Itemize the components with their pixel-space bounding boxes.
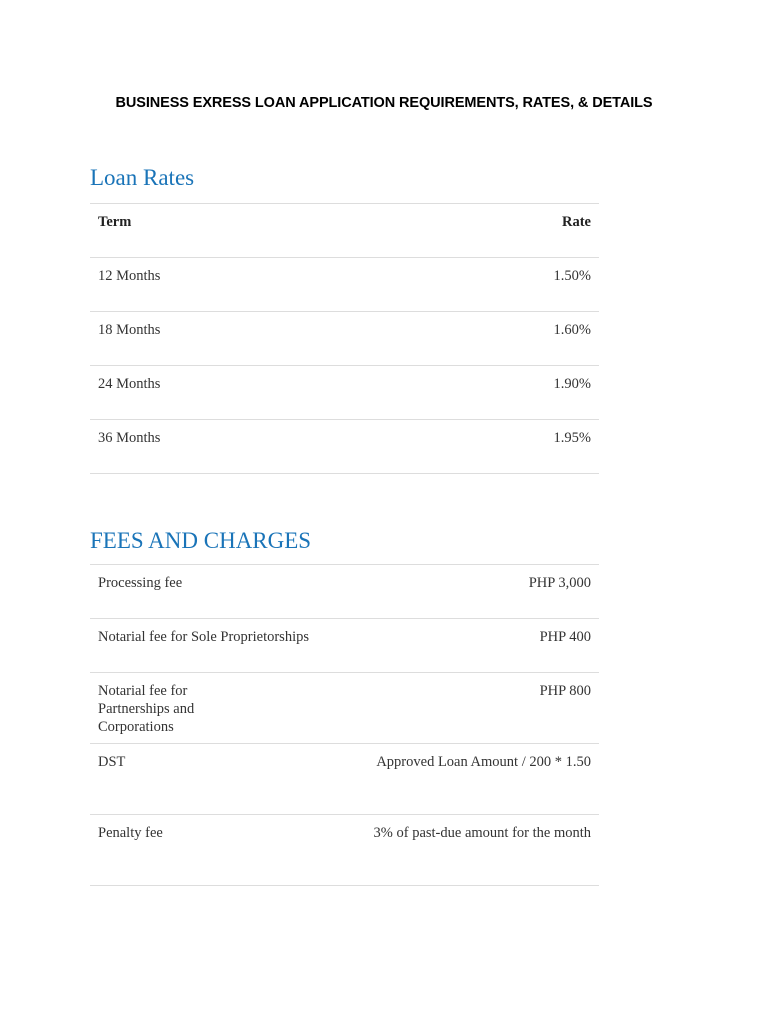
table-row <box>90 619 599 673</box>
term-cell: 18 Months <box>90 312 393 366</box>
term-cell: 24 Months <box>90 366 393 420</box>
table-row <box>90 673 599 744</box>
rate-cell: 1.50% <box>393 258 599 312</box>
table-header-row <box>90 204 599 258</box>
fee-value-cell: PHP 3,000 <box>321 565 599 619</box>
fee-label-cell: DST <box>90 744 321 815</box>
table-row <box>90 420 599 474</box>
table-row <box>90 312 599 366</box>
fees-and-charges-heading: FEES AND CHARGES <box>90 528 312 553</box>
fee-value-cell: PHP 800 <box>321 673 599 744</box>
fee-label-cell: Processing fee <box>90 565 321 619</box>
rate-column-header: Rate <box>393 204 599 258</box>
fee-label-cell: Notarial fee for Sole Proprietorships <box>90 619 321 673</box>
loan-rates-table <box>90 203 599 474</box>
table-row <box>90 565 599 619</box>
term-column-header: Term <box>90 204 393 258</box>
fee-label-cell: Notarial fee for Partnerships and Corporations <box>90 673 321 744</box>
table-row <box>90 366 599 420</box>
table-row <box>90 744 599 815</box>
table-row <box>90 258 599 312</box>
loan-rates-heading: Loan Rates <box>90 165 195 190</box>
term-cell: 36 Months <box>90 420 393 474</box>
document-title: BUSINESS EXRESS LOAN APPLICATION REQUIREMENTS, RATES, & DETAILS <box>115 95 653 111</box>
rate-cell: 1.60% <box>393 312 599 366</box>
table-row <box>90 815 599 886</box>
fee-value-cell: PHP 400 <box>321 619 599 673</box>
rate-cell: 1.95% <box>393 420 599 474</box>
fee-label-cell: Penalty fee <box>90 815 321 886</box>
fee-value-cell: 3% of past-due amount for the month <box>321 815 599 886</box>
fee-value-cell: Approved Loan Amount / 200 * 1.50 <box>321 744 599 815</box>
rate-cell: 1.90% <box>393 366 599 420</box>
term-cell: 12 Months <box>90 258 393 312</box>
fees-table <box>90 564 599 886</box>
